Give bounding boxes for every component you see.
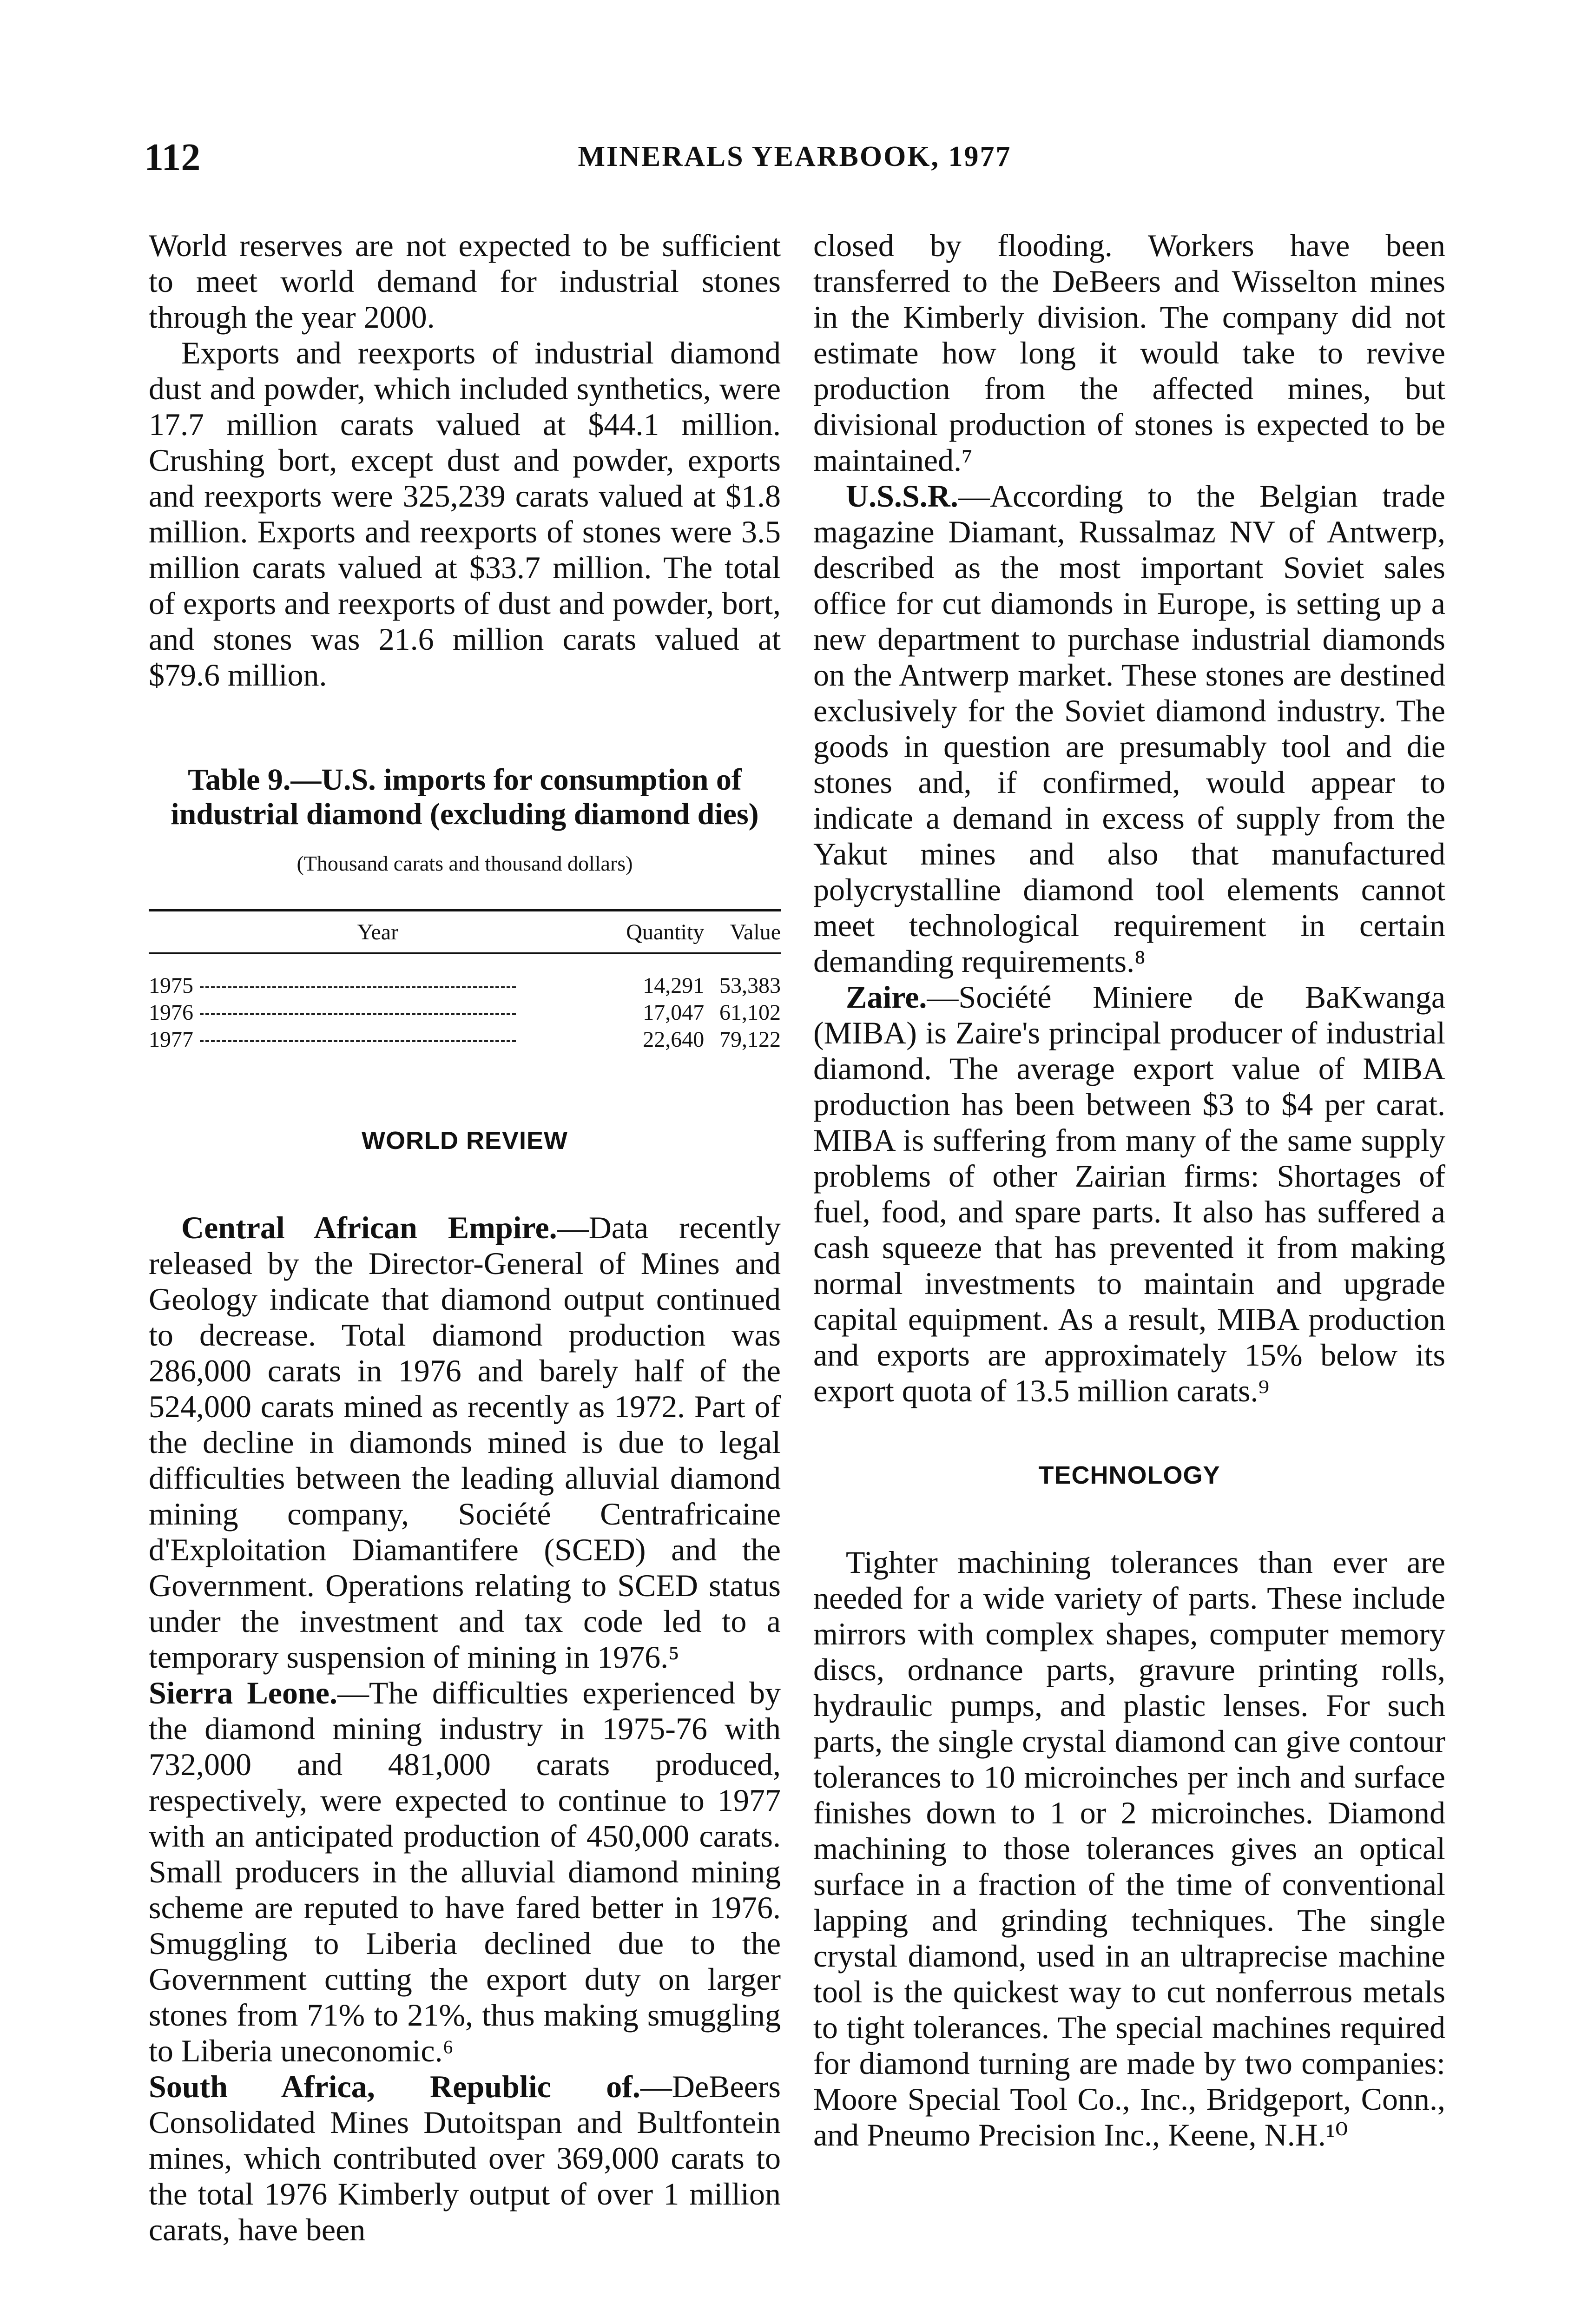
run-in-heading: Zaire. [846, 979, 927, 1015]
cell-year: 1977 [149, 1027, 193, 1052]
dot-leader [200, 1013, 516, 1015]
cell-value: 53,383 [719, 973, 781, 998]
technology-paragraph: Tighter machining tolerances than ever are needed for a wide variety of parts. These include mirrors with complex shapes, computer memory discs, ordnance parts, gravure printing rolls, hydraulic pumps, and plastic lenses. For such parts, the single crystal diamond can give contour tolerances to 10 microinches per inch and surface finishes down to 1 or 2 microinches. Diamond machining to those tolerances gives an optical surface in a fraction of the time of conventional lapping and grinding techniques. The single crystal diamond, used in an ultraprecise machine tool is the quickest way to cut nonferrous metals to tight tolerances. The special machines required for diamond turning are made by two companies: Moore Special Tool Co., Inc., Bridgeport, Conn., and Pneumo Precision Inc., Keene, N.H.¹⁰ [813, 1545, 1445, 2152]
col-header-year: Year [357, 920, 399, 944]
paragraph-text: —The difficulties experienced by the diamond mining industry in 1975-76 with 732,000 and 481,000 carats produced, respectively, were expected to continue to 1977 with an anticipated production of 450,000 carats. Small producers in the alluvial diamond mining scheme are reputed to have fared better in 1976. Smuggling to Liberia declined due to the Government cutting the export duty on larger stones from 71% to 21%, thus making smuggling to Liberia uneconomic.⁶ [149, 1675, 781, 2068]
imports-table-block [149, 763, 781, 1053]
dot-leader [200, 1040, 516, 1042]
south-africa-continued: closed by flooding. Workers have been transferred to the DeBeers and Wisselton mines in the Kimberly division. The company did not estimate how long it would take to revive production from the affected mines, but divisional production of stones is expected to be maintained.⁷ [813, 228, 1445, 478]
cell-year: 1975 [149, 973, 193, 998]
col-header-value: Value [730, 920, 781, 944]
ussr-paragraph [813, 478, 1445, 979]
table-row [149, 953, 781, 1000]
cell-value: 61,102 [719, 1000, 781, 1025]
cell-quantity: 17,047 [643, 1000, 705, 1025]
table-subtitle: (Thousand carats and thousand dollars) [297, 852, 633, 875]
run-in-heading: South Africa, Republic of. [149, 2069, 640, 2104]
cell-year: 1976 [149, 1000, 193, 1025]
table-header-row [149, 911, 781, 953]
right-column [813, 228, 1445, 2153]
table-row [149, 999, 781, 1026]
dot-leader [200, 986, 516, 988]
run-in-heading: Sierra Leone. [149, 1675, 337, 1710]
running-title: MINERALS YEARBOOK, 1977 [578, 141, 1012, 172]
central-african-paragraph [149, 1210, 781, 1675]
table-title: Table 9.—U.S. imports for consumption of industrial diamond (excluding diamond dies) [171, 763, 759, 831]
cell-quantity: 22,640 [643, 1027, 705, 1052]
south-africa-paragraph [149, 2069, 781, 2248]
paragraph-text: —Data recently released by the Director-General of Mines and Geology indicate that diamond output continued to decrease. Total diamond production was 286,000 carats in 1976 and barely half of the 524,000 carats mined as recently as 1972. Part of the decline in diamonds mined is due to legal difficulties between the leading alluvial diamond mining company, Société Centrafricaine d'Exploitation Diamantifere (SCED) and the Government. Operations relating to SCED status under the investment and tax code led to a temporary suspension of mining in 1976.⁵ [149, 1210, 781, 1675]
col-header-quantity: Quantity [626, 920, 705, 944]
cell-value: 79,122 [719, 1027, 781, 1052]
run-in-heading: U.S.S.R. [846, 478, 958, 514]
paragraph-text: —Société Miniere de BaKwanga (MIBA) is Zaire's principal producer of industrial diamond. The average export value of MIBA production has been between $3 to $4 per carat. MIBA is suffering from many of the same supply problems of other Zairian firms: Shortages of fuel, food, and spare parts. It also has suffered a cash squeeze that has prevented it from making normal investments to maintain and upgrade capital equipment. As a result, MIBA production and exports are approximately 15% below its export quota of 13.5 million carats.⁹ [813, 979, 1445, 1408]
exports-paragraph: Exports and reexports of industrial diamond dust and powder, which included synthetics, were 17.7 million carats valued at $44.1 million. Crushing bort, except dust and powder, exports and reexports were 325,239 carats valued at $1.8 million. Exports and reexports of stones were 3.5 million carats valued at $33.7 million. The total of exports and reexports of dust and powder, bort, and stones was 21.6 million carats valued at $79.6 million. [149, 335, 781, 693]
technology-heading: TECHNOLOGY [1038, 1461, 1220, 1489]
page-header [144, 135, 1445, 186]
imports-table [149, 909, 781, 1053]
zaire-paragraph [813, 979, 1445, 1409]
reserves-paragraph: World reserves are not expected to be sufficient to meet world demand for industrial stones through the year 2000. [149, 228, 781, 335]
paragraph-text: —DeBeers Consolidated Mines Dutoitspan and Bultfontein mines, which contributed over 369,000 carats to the total 1976 Kimberly output of over 1 million carats, have been [149, 2069, 781, 2247]
run-in-heading: Central African Empire. [181, 1210, 557, 1245]
cell-quantity: 14,291 [643, 973, 705, 998]
paragraph-text: —According to the Belgian trade magazine Diamant, Russalmaz NV of Antwerp, described as the most important Soviet sales office for cut diamonds in Europe, is setting up a new department to purchase industrial diamonds on the Antwerp market. These stones are destined exclusively for the Soviet diamond industry. The goods in question are presumably tool and die stones and, if confirmed, would appear to indicate a demand in excess of supply from the Yakut mines and also that manufactured polycrystalline diamond tool elements cannot meet technological requirement in certain demanding requirements.⁸ [813, 478, 1445, 979]
left-column [149, 228, 781, 2248]
sierra-leone-paragraph [149, 1675, 781, 2069]
table-row [149, 1026, 781, 1053]
page-number: 112 [144, 136, 201, 179]
world-review-heading: WORLD REVIEW [362, 1127, 568, 1155]
